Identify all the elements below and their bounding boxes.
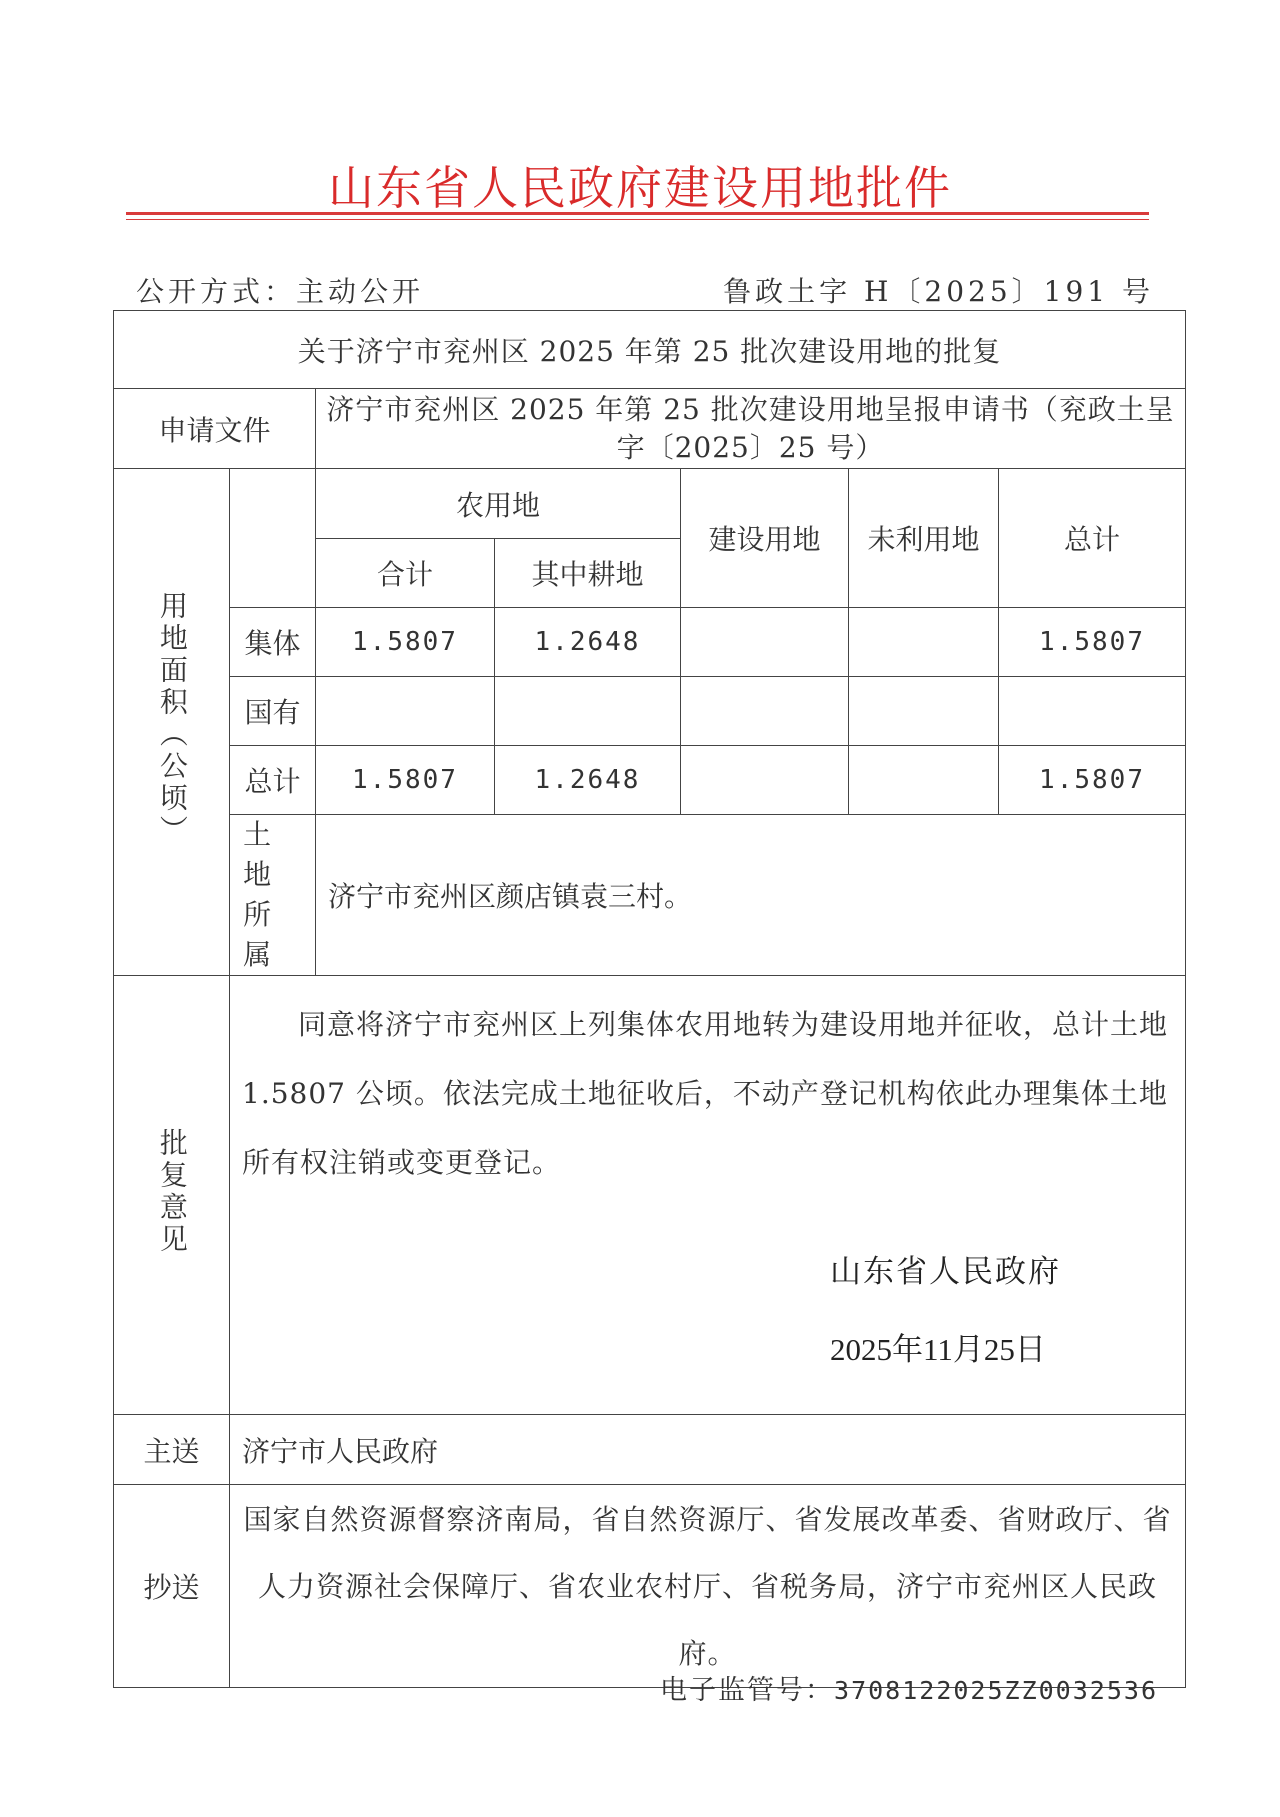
application-file-line1: 济宁市兖州区 2025 年第 25 批次建设用地呈报申请书（兖政土呈 xyxy=(326,392,1175,426)
subtotal-header: 合计 xyxy=(316,539,495,608)
cell-unused xyxy=(849,677,999,746)
cell-arable xyxy=(495,677,681,746)
opinion-text: 同意将济宁市兖州区上列集体农用地转为建设用地并征收，总计土地 1.5807 公顷。依法完成土地征收后，不动产登记机构依此办理集体土地所有权注销或变更登记。 xyxy=(242,1008,1169,1179)
table-row xyxy=(114,746,1186,815)
disclosure-method: 公开方式：主动公开 xyxy=(136,275,425,308)
approval-table xyxy=(113,310,1186,1688)
document-title: 山东省人民政府建设用地批件 xyxy=(328,161,952,215)
cell-subtotal xyxy=(316,677,495,746)
cell-subtotal: 1.5807 xyxy=(316,608,495,677)
cell-construction xyxy=(681,608,849,677)
land-area-label: 用地面积（公顷） xyxy=(155,590,189,847)
table-row xyxy=(114,608,1186,677)
cell-total: 1.5807 xyxy=(999,746,1186,815)
ownership-value: 济宁市兖州区颜店镇袁三村。 xyxy=(316,815,1186,976)
row-label-collective: 集体 xyxy=(230,608,316,677)
agricultural-header: 农用地 xyxy=(316,469,681,539)
application-file xyxy=(316,389,1186,469)
cell-unused xyxy=(849,746,999,815)
title-rule-thin xyxy=(126,219,1149,220)
cell-total xyxy=(999,677,1186,746)
document-number: 鲁政土字 H〔2025〕191 号 xyxy=(723,275,1154,308)
arable-header: 其中耕地 xyxy=(495,539,681,608)
row-label-total: 总计 xyxy=(230,746,316,815)
cc-value: 国家自然资源督察济南局，省自然资源厅、省发展改革委、省财政厅、省人力资源社会保障厅、省农业农村厅、省税务局，济宁市兖州区人民政府。 xyxy=(230,1485,1186,1688)
ownership-label: 土地所属 xyxy=(243,818,274,971)
cell-construction xyxy=(681,677,849,746)
ownership-label-cell xyxy=(230,815,316,976)
signatory: 山东省人民政府 xyxy=(830,1254,1061,1289)
table-row xyxy=(114,677,1186,746)
opinion-label-cell xyxy=(114,976,230,1415)
cell-unused xyxy=(849,608,999,677)
opinion-label: 批复意见 xyxy=(155,1127,189,1256)
title-rule-thick xyxy=(126,212,1149,215)
subject-line: 关于济宁市兖州区 2025 年第 25 批次建设用地的批复 xyxy=(114,311,1186,389)
blank-header-cell xyxy=(230,469,316,608)
unused-header: 未利用地 xyxy=(849,469,999,608)
total-header: 总计 xyxy=(999,469,1186,608)
cell-arable: 1.2648 xyxy=(495,608,681,677)
cell-subtotal: 1.5807 xyxy=(316,746,495,815)
main-recipient-value: 济宁市人民政府 xyxy=(230,1415,1186,1485)
signing-date: 2025年11月25日 xyxy=(830,1332,1046,1367)
land-area-label-cell xyxy=(114,469,230,976)
cell-construction xyxy=(681,746,849,815)
opinion-cell xyxy=(230,976,1186,1415)
construction-header: 建设用地 xyxy=(681,469,849,608)
main-recipient-label: 主送 xyxy=(114,1415,230,1485)
application-file-line2: 字〔2025〕25 号） xyxy=(616,430,885,464)
row-label-state: 国有 xyxy=(230,677,316,746)
cell-total: 1.5807 xyxy=(999,608,1186,677)
supervision-number xyxy=(660,1668,1158,1707)
supervision-code: 3708122025ZZ0032536 xyxy=(834,1676,1158,1705)
cc-label: 抄送 xyxy=(114,1485,230,1688)
application-label: 申请文件 xyxy=(114,389,316,469)
supervision-label: 电子监管号： xyxy=(660,1675,835,1706)
cell-arable: 1.2648 xyxy=(495,746,681,815)
